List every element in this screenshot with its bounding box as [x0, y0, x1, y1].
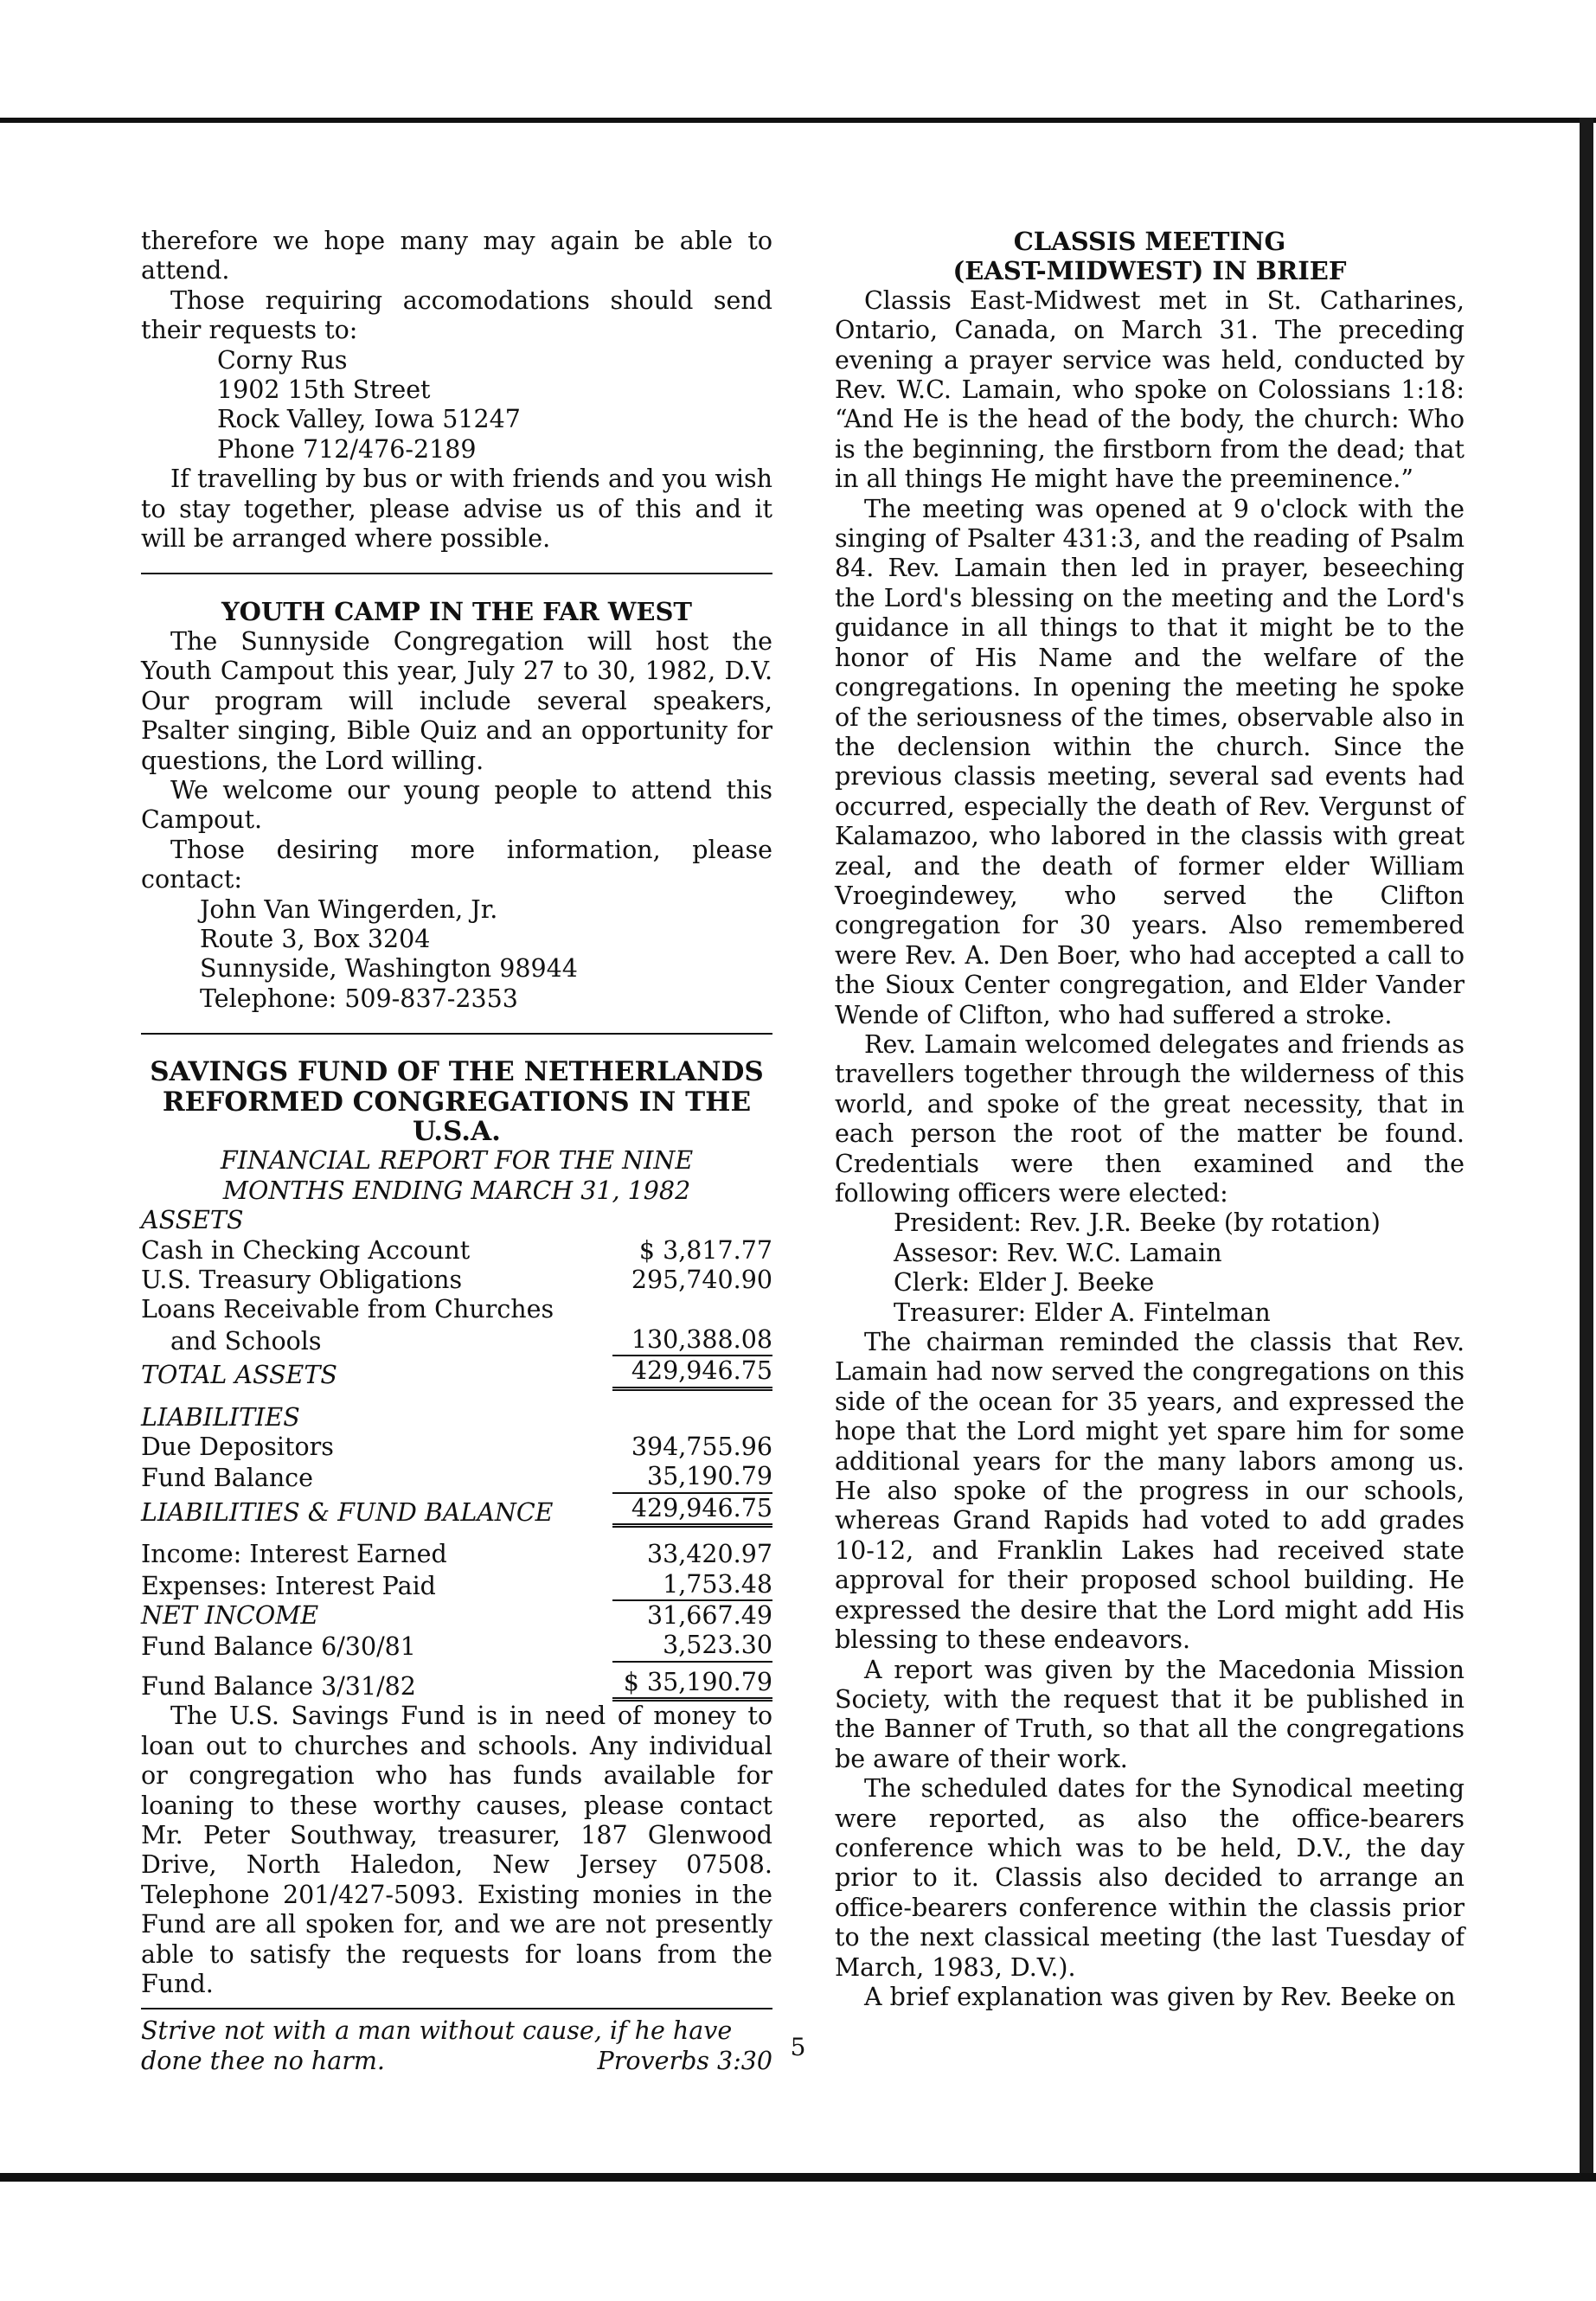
page-number: 5 — [790, 2033, 806, 2061]
fund-balance-amount: 35,190.79 — [612, 1462, 772, 1493]
contact-line: Telephone: 509-837-2353 — [200, 984, 518, 1013]
loans-label-line1: Loans Receivable from Churches — [141, 1295, 554, 1324]
classis-paragraph: A report was given by the Macedonia Mission Society, with the request that it be published in the Banner of Truth, so that all the congregations be aware of their work. — [835, 1655, 1465, 1773]
fund-balance-label: Fund Balance — [141, 1464, 314, 1493]
income-label: Income: Interest Earned — [141, 1540, 447, 1569]
youth-camp-info: Those desiring more information, please contact: — [141, 835, 772, 894]
cash-label: Cash in Checking Account — [141, 1235, 471, 1265]
due-depositors-amount: 394,755.96 — [631, 1433, 772, 1462]
treasury-row — [141, 1266, 772, 1295]
left-column — [141, 227, 772, 2076]
liabilities-total-amount: 429,946.75 — [612, 1494, 772, 1528]
address-line: Rock Valley, Iowa 51247 — [217, 405, 521, 434]
expenses-amount: 1,753.48 — [612, 1570, 772, 1601]
loans-label-line2: and Schools — [170, 1326, 322, 1356]
youth-camp-paragraph: The Sunnyside Congregation will host the Youth Campout this year, July 27 to 30, 1982, D.V. Our program will include several speakers, Psalter singing, Bible Quiz and an opportunity for questions, the Lord willing. — [141, 626, 772, 775]
loans-row — [141, 1325, 772, 1356]
total-assets-amount: 429,946.75 — [612, 1356, 772, 1390]
treasury-label: U.S. Treasury Obligations — [141, 1266, 463, 1294]
total-assets-row — [141, 1356, 772, 1390]
fund-balance-row — [141, 1462, 772, 1493]
fund-balance-start-amount: 3,523.30 — [612, 1631, 772, 1662]
classis-paragraph: The meeting was opened at 9 o'clock with the singing of Psalter 431:3, and the reading of Psalm 84. Rev. Lamain then led in prayer, beseeching the Lord's blessing on the meeting and the Lord's guidance in all things to that it might be to the honor of His Name and the welfare of the congregations. In opening the meeting he spoke of the seriousness of the times, observable also in the declension within the church. Since the previous classis meeting, several sad events had occurred, especially the death of Rev. Vergunst of Kalamazoo, who labored in the classis with great zeal, and the death of former elder William Vroegindewey, who served the Clifton congregation for 30 years. Also remembered were Rev. A. Den Boer, who had accepted a call to the Sioux Center congregation, and Elder Vander Wende of Clifton, who had suffered a stroke. — [835, 494, 1465, 1029]
classis-paragraph: A brief explanation was given by Rev. Beeke on — [864, 1982, 1456, 2011]
income-amount: 33,420.97 — [646, 1540, 772, 1569]
classis-paragraph: The scheduled dates for the Synodical meeting were reported, as also the office-bearers conference which was to be held, D.V., the day prior to it. Classis also decided to arrange an office-bearers conference within the classis prior to the next classical meeting (the last Tuesday of March, 1983, D.V.). — [835, 1774, 1465, 1982]
youth-camp-title: YOUTH CAMP IN THE FAR WEST — [221, 597, 693, 627]
liabilities-total-label: LIABILITIES & FUND BALANCE — [141, 1497, 554, 1527]
quote-line2: done thee no harm. — [141, 2046, 385, 2075]
due-depositors-row — [141, 1433, 772, 1462]
treasury-amount: 295,740.90 — [631, 1266, 772, 1294]
cash-amount: $ 3,817.77 — [638, 1235, 772, 1265]
section-divider — [141, 573, 772, 574]
net-income-row — [141, 1601, 772, 1631]
savings-title-line1: SAVINGS FUND OF THE NETHERLANDS — [150, 1056, 764, 1088]
classis-paragraph: Rev. Lamain welcomed delegates and friends as travellers together through the wilderness of this world, and spoke of the great necessity, that in each person the root of the matter be found. Credentials were then examined and the following officers were elected: — [835, 1029, 1465, 1208]
quote-line1: Strive not with a man without cause, if he have — [141, 2016, 733, 2046]
officer-line: Treasurer: Elder A. Fintelman — [894, 1298, 1271, 1327]
section-divider — [141, 1033, 772, 1035]
expenses-row — [141, 1570, 772, 1601]
fund-balance-end-amount: $ 35,190.79 — [612, 1668, 772, 1702]
fund-balance-start-label: Fund Balance 6/30/81 — [141, 1632, 416, 1662]
income-row — [141, 1540, 772, 1569]
accommodation-paragraph: Those requiring accomodations should send their requests to: — [141, 285, 772, 345]
youth-camp-welcome: We welcome our young people to attend this Campout. — [141, 775, 772, 835]
officer-line: Clerk: Elder J. Beeke — [894, 1268, 1155, 1298]
right-column — [835, 227, 1465, 2012]
net-income-amount: 31,667.49 — [646, 1601, 772, 1631]
report-subtitle-line2: MONTHS ENDING MARCH 31, 1982 — [222, 1176, 691, 1205]
fund-balance-start-row — [141, 1631, 772, 1662]
address-line: Phone 712/476-2189 — [217, 434, 477, 464]
report-subtitle-line1: FINANCIAL REPORT FOR THE NINE — [220, 1146, 694, 1176]
contact-line: Sunnyside, Washington 98944 — [200, 954, 578, 984]
section-divider — [141, 2008, 772, 2009]
total-assets-label: TOTAL ASSETS — [141, 1361, 337, 1390]
financial-report — [141, 1206, 772, 1702]
classis-title-line2: (EAST-MIDWEST) IN BRIEF — [952, 256, 1347, 286]
travel-paragraph: If travelling by bus or with friends and you wish to stay together, please advise us of this and it will be arranged where possible. — [141, 465, 772, 554]
assets-heading: ASSETS — [141, 1206, 244, 1235]
fund-balance-end-row — [141, 1668, 772, 1702]
classis-title-line1: CLASSIS MEETING — [1013, 227, 1286, 256]
expenses-label: Expenses: Interest Paid — [141, 1571, 436, 1600]
fund-balance-end-label: Fund Balance 3/31/82 — [141, 1671, 416, 1701]
contact-line: John Van Wingerden, Jr. — [200, 894, 498, 924]
contact-line: Route 3, Box 3204 — [200, 924, 431, 953]
savings-title-line2: REFORMED CONGREGATIONS IN THE U.S.A. — [162, 1086, 752, 1147]
right-edge — [1580, 118, 1593, 2182]
address-line: Corny Rus — [217, 345, 348, 375]
liabilities-heading: LIABILITIES — [141, 1402, 300, 1432]
address-line: 1902 15th Street — [217, 375, 431, 405]
classis-paragraph: Classis East-Midwest met in St. Catharines, Ontario, Canada, on March 31. The preceding evening a prayer service was held, conducted by Rev. W.C. Lamain, who spoke on Colossians 1:18: “And He is the head of the body, the church: Who is the beginning, the firstborn from the dead; that in all things He might have the preeminence.” — [835, 285, 1465, 494]
youth-camp-contact — [200, 895, 772, 1015]
officers-list — [835, 1208, 1465, 1328]
intro-paragraph: therefore we hope many may again be able to attend. — [141, 227, 772, 285]
officer-line: President: Rev. J.R. Beeke (by rotation) — [894, 1208, 1381, 1238]
net-income-label: NET INCOME — [141, 1601, 319, 1631]
savings-closing-paragraph: The U.S. Savings Fund is in need of money to loan out to churches and schools. Any individual or congregation who has funds available for loaning to these worthy causes, please contact Mr. Peter Southway, treasurer, 187 Glenwood Drive, North Haledon, New Jersey 07508. Telephone 201/427-5093. Existing monies in the Fund are all spoken for, and we are not presently able to satisfy the requests for loans from the Fund. — [141, 1702, 772, 1998]
top-border — [0, 118, 1596, 123]
accommodation-address — [217, 346, 772, 465]
loans-amount: 130,388.08 — [612, 1325, 772, 1356]
liabilities-total-row — [141, 1494, 772, 1528]
due-depositors-label: Due Depositors — [141, 1433, 334, 1462]
cash-row — [141, 1236, 772, 1266]
quote-reference: Proverbs 3:30 — [597, 2046, 772, 2075]
bottom-border — [0, 2173, 1596, 2182]
officer-line: Assesor: Rev. W.C. Lamain — [894, 1238, 1222, 1267]
classis-paragraph: The chairman reminded the classis that Rev. Lamain had now served the congregations on this side of the ocean for 35 years, and expressed the hope that the Lord might yet spare him for some additional years for the many labors among us. He also spoke of the progress in our schools, whereas Grand Rapids had voted to add grades 10-12, and Franklin Lakes had received state approval for their proposed school building. He expressed the desire that the Lord might add His blessing to these endeavors. — [835, 1328, 1465, 1655]
